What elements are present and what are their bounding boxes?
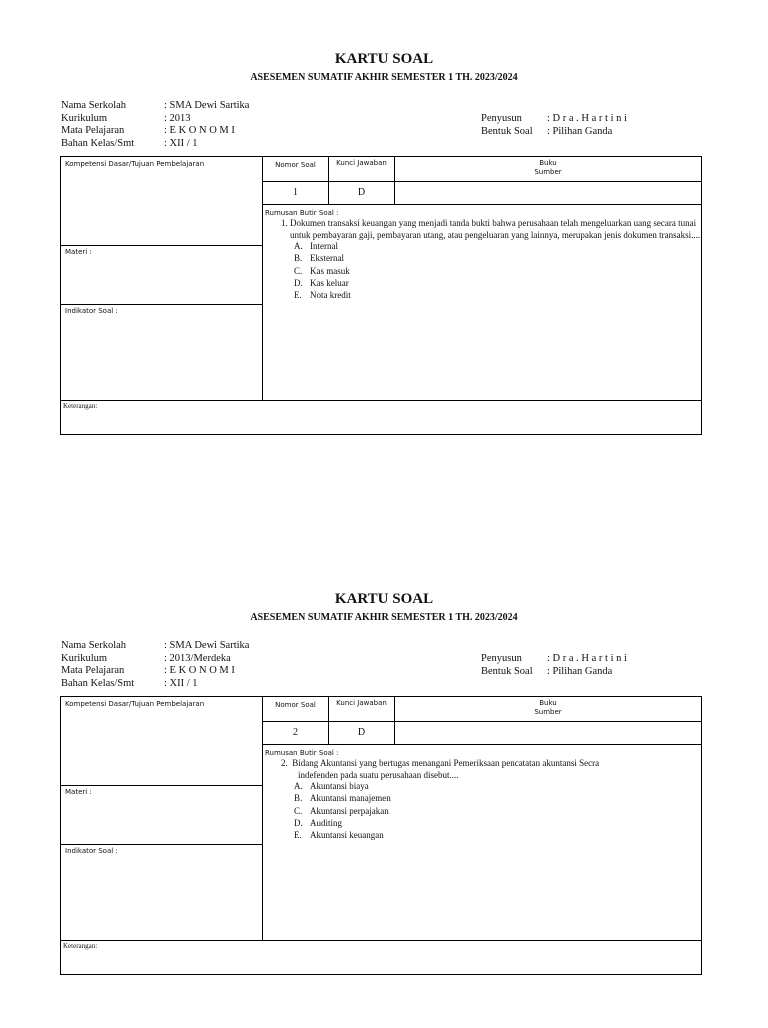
divider bbox=[262, 744, 702, 745]
info-label: Kurikulum bbox=[61, 112, 108, 124]
option-b bbox=[294, 793, 701, 805]
option-text: Akuntansi manajemen bbox=[310, 793, 391, 804]
kompetensi-label: Kompetensi Dasar/Tujuan Pembelajaran bbox=[65, 160, 205, 168]
question-card-1 bbox=[0, 48, 768, 488]
kompetensi-label: Kompetensi Dasar/Tujuan Pembelajaran bbox=[65, 700, 205, 708]
keterangan-label: Keterangan: bbox=[63, 942, 98, 950]
info-value: : D r a . H a r t i n i bbox=[547, 113, 627, 124]
buku-sumber-header: Buku Sumber bbox=[534, 159, 562, 176]
option-c bbox=[294, 806, 701, 818]
option-text: Eksternal bbox=[310, 253, 344, 264]
option-text: Kas keluar bbox=[310, 277, 349, 288]
info-row-curriculum bbox=[61, 653, 461, 666]
divider bbox=[61, 245, 262, 246]
keterangan-label: Keterangan: bbox=[63, 402, 98, 410]
card-subtitle: ASESEMEN SUMATIF AKHIR SEMESTER 1 TH. 2023/2024 bbox=[250, 72, 518, 83]
divider bbox=[262, 204, 702, 205]
question-table bbox=[60, 156, 702, 435]
info-row-curriculum bbox=[61, 113, 461, 126]
question-content: Bidang Akuntansi yang bertugas menangani Pemeriksaan pencatatan akuntansi Secra indefenden pada suatu perusahaan disebut.... bbox=[292, 758, 600, 780]
question-table bbox=[60, 696, 702, 975]
info-value: : Pilihan Ganda bbox=[547, 665, 613, 677]
divider bbox=[61, 844, 262, 845]
question-number: 2. bbox=[281, 758, 288, 768]
info-value: : SMA Dewi Sartika bbox=[164, 100, 250, 111]
divider bbox=[61, 785, 262, 786]
option-a bbox=[294, 781, 701, 793]
info-value: : D r a . H a r t i n i bbox=[547, 653, 627, 664]
option-text: Akuntansi keuangan bbox=[310, 829, 384, 840]
option-a bbox=[294, 241, 701, 253]
info-label: Nama Serkolah bbox=[61, 100, 127, 111]
option-letter: E. bbox=[294, 829, 302, 840]
indikator-label: Indikator Soal : bbox=[65, 307, 118, 315]
info-row-subject bbox=[61, 125, 461, 138]
info-row-class bbox=[61, 678, 461, 691]
info-label: Bentuk Soal bbox=[481, 125, 533, 137]
option-text: Kas masuk bbox=[310, 265, 350, 276]
option-text: Nota kredit bbox=[310, 289, 351, 300]
info-value: : SMA Dewi Sartika bbox=[164, 640, 250, 651]
info-value: : XII / 1 bbox=[164, 137, 198, 149]
kunci-jawaban-header: Kunci Jawaban bbox=[336, 699, 387, 707]
option-letter: D. bbox=[294, 277, 303, 288]
option-letter: D. bbox=[294, 817, 303, 828]
nomor-soal-header: Nomor Soal bbox=[275, 701, 316, 709]
option-d bbox=[294, 278, 701, 290]
option-b bbox=[294, 253, 701, 265]
divider bbox=[61, 940, 701, 941]
option-c bbox=[294, 266, 701, 278]
indikator-label: Indikator Soal : bbox=[65, 847, 118, 855]
option-text: Auditing bbox=[310, 817, 343, 828]
question-number: 1. bbox=[281, 218, 288, 228]
info-row-class bbox=[61, 138, 461, 151]
answer-options bbox=[294, 241, 701, 302]
info-left bbox=[61, 100, 461, 150]
info-label: Penyusun bbox=[481, 653, 522, 664]
divider bbox=[61, 304, 262, 305]
answer-options bbox=[294, 781, 701, 842]
option-letter: A. bbox=[294, 781, 303, 792]
info-value: : E K O N O M I bbox=[164, 125, 235, 136]
divider bbox=[61, 400, 701, 401]
option-letter: C. bbox=[294, 265, 303, 276]
info-row-school bbox=[61, 640, 461, 653]
question-text bbox=[281, 758, 638, 781]
kunci-jawaban-value: D bbox=[357, 727, 366, 738]
option-text: Akuntansi perpajakan bbox=[310, 805, 389, 816]
nomor-soal-value: 1 bbox=[293, 187, 298, 198]
info-value: : Pilihan Ganda bbox=[547, 125, 613, 137]
materi-label: Materi : bbox=[65, 788, 92, 796]
info-value: : 2013/Merdeka bbox=[164, 652, 231, 664]
info-row-school bbox=[61, 100, 461, 113]
info-label: Mata Pelajaran bbox=[61, 125, 125, 136]
rumusan-label: Rumusan Butir Soal : bbox=[265, 749, 339, 757]
nomor-soal-value: 2 bbox=[293, 727, 298, 738]
question-content: Dokumen transaksi keuangan yang menjadi tanda bukti bahwa perusahaan telah mengeluarkan uang secara tunai untuk pembayaran gaji, pembayaran utang, atau pengeluaran yang lainnya, merupakan jenis dokumen transaksi.... bbox=[290, 218, 701, 240]
option-e bbox=[294, 830, 701, 842]
info-right bbox=[481, 653, 731, 678]
info-label: Bahan Kelas/Smt bbox=[61, 137, 135, 149]
info-row-author bbox=[481, 113, 731, 126]
divider bbox=[262, 181, 702, 182]
buku-sumber-header: Buku Sumber bbox=[534, 699, 562, 716]
info-label: Kurikulum bbox=[61, 652, 108, 664]
nomor-soal-header: Nomor Soal bbox=[275, 161, 316, 169]
option-e bbox=[294, 290, 701, 302]
question-body bbox=[265, 209, 701, 302]
question-card-2 bbox=[0, 588, 768, 1028]
materi-label: Materi : bbox=[65, 248, 92, 256]
card-title: KARTU SOAL bbox=[334, 51, 434, 67]
option-letter: B. bbox=[294, 793, 303, 804]
question-text bbox=[275, 218, 701, 241]
info-value: : 2013 bbox=[164, 112, 191, 124]
card-subtitle: ASESEMEN SUMATIF AKHIR SEMESTER 1 TH. 2023/2024 bbox=[250, 612, 518, 623]
info-value: : E K O N O M I bbox=[164, 665, 235, 676]
info-row-form bbox=[481, 666, 731, 679]
kunci-jawaban-header: Kunci Jawaban bbox=[336, 159, 387, 167]
info-value: : XII / 1 bbox=[164, 677, 198, 689]
option-d bbox=[294, 818, 701, 830]
info-row-form bbox=[481, 126, 731, 139]
option-letter: E. bbox=[294, 289, 302, 300]
info-right bbox=[481, 113, 731, 138]
option-text: Akuntansi biaya bbox=[310, 781, 369, 792]
info-left bbox=[61, 640, 461, 690]
option-text: Internal bbox=[310, 241, 338, 252]
info-label: Penyusun bbox=[481, 113, 522, 124]
option-letter: A. bbox=[294, 241, 303, 252]
info-label: Bahan Kelas/Smt bbox=[61, 677, 135, 689]
option-letter: B. bbox=[294, 253, 303, 264]
question-body bbox=[265, 749, 701, 842]
option-letter: C. bbox=[294, 805, 303, 816]
info-row-author bbox=[481, 653, 731, 666]
card-title: KARTU SOAL bbox=[334, 591, 434, 607]
kunci-jawaban-value: D bbox=[357, 187, 366, 198]
divider bbox=[262, 721, 702, 722]
info-label: Nama Serkolah bbox=[61, 640, 127, 651]
info-row-subject bbox=[61, 665, 461, 678]
info-label: Mata Pelajaran bbox=[61, 665, 125, 676]
rumusan-label: Rumusan Butir Soal : bbox=[265, 209, 339, 217]
info-label: Bentuk Soal bbox=[481, 665, 533, 677]
